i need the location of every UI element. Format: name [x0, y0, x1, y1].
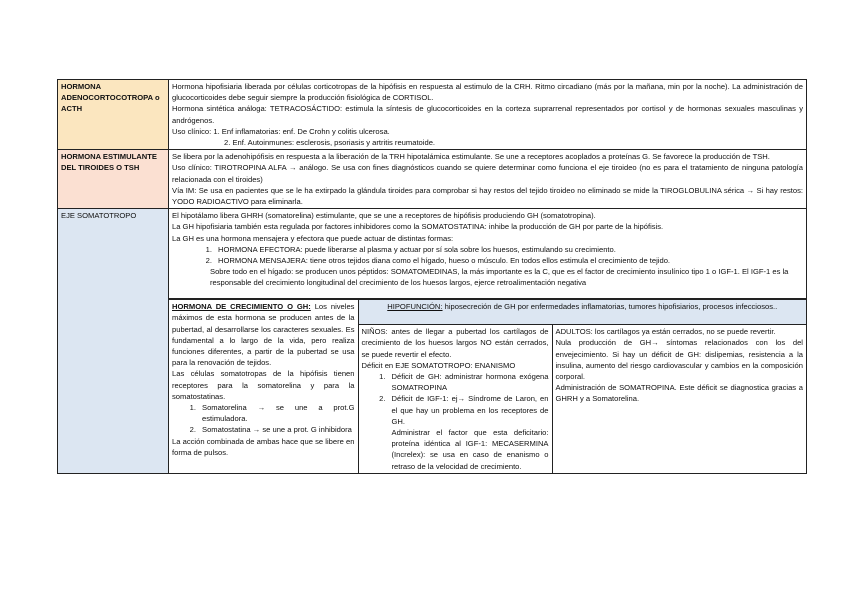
tsh-line: Uso clínico: TIROTROPINA ALFA → análogo. Se usa con fines diagnósticos cuando se quiere determinar como funciona el eje tiroideo (no es para el tratamiento de ninguna patología relacionada con el tiroides) [172, 163, 803, 184]
ninos-cell [358, 325, 552, 473]
ninos-list [372, 371, 549, 427]
ninos-para: Déficit en EJE SOMATOTROPO: ENANISMO [361, 360, 516, 370]
gh-forms-list [198, 244, 803, 266]
list-item: 1. HORMONA EFECTORA: puede liberarse al plasma y actuar por sí sola sobre los huesos, estimulando su crecimiento. [205, 244, 616, 254]
growth-para: Las células somatotropas de la hipófisis tienen receptores para la somatorelina y para la somatostatinas. [172, 369, 355, 401]
tsh-content [169, 150, 807, 209]
gh-detail-row [58, 299, 807, 474]
gh-line: La GH es una hormona mensajera y efectora que puede actuar de distintas formas: [172, 233, 454, 243]
gh-row [58, 209, 807, 299]
list-item: 2. Somatostatina → se une a prot. G inhibidora [189, 425, 352, 435]
adultos-para: Nula producción de GH→ síntomas relacionados con los del envejecimiento. Si hay un déficit de GH: dislipemias, resistencia a la insulina, aumento del riesgo cardiovascular y cambios en la composición corporal. [555, 338, 803, 382]
adultos-para: ADULTOS: los cartílagos ya están cerrados, no se puede revertir. [555, 327, 776, 337]
adultos-cell [552, 325, 806, 473]
gh-label: EJE SOMATOTROPO [58, 209, 169, 474]
gh-content [169, 209, 807, 299]
acth-label: HORMONA ADENOCORTOCOTROPA o ACTH [58, 80, 169, 150]
tsh-row [58, 150, 807, 209]
acth-line: Hormona hipofisiaria liberada por células corticotropas de la hipófisis en respuesta al estimulo de la CRH. Ritmo circadiano (más por la mañana, min por la noche). La administración de glucocorticoides debe seguir siempre la producción fisiológica de CORTISOL. [172, 82, 803, 103]
gh-detail-table [169, 299, 806, 473]
gh-line: El hipotálamo libera GHRH (somatorelina) estimulante, que se une a receptores de hipófisis produciendo GH (somatotropina). [172, 211, 596, 221]
ninos-para: NIÑOS: antes de llegar a pubertad los cartílagos de crecimiento de los huesos largos NO están cerrados, se puede revertir el efecto. [361, 327, 549, 359]
tsh-line: Vía IM: Se usa en pacientes que se le ha extirpado la glándula tiroides para comprobar si hay restos del tejido tiroideo no eliminado se mide la TIROGLOBULINA sérica → Si hay restos: YODO RADIOACTIVO para eliminarla. [172, 185, 803, 207]
growth-text: Los niveles máximos de esta hormona se producen antes de la pubertad, al desarrollarse los caracteres sexuales. Es fundamental a lo largo de la vida, pero realiza funciones diferentes, a partir de la pubertad se usa para la renovación de tejidos. [172, 302, 355, 368]
list-item: 2. HORMONA MENSAJERA: tiene otros tejidos diana como el hígado, hueso o músculo. En todos ellos estimula el crecimiento de tejido. [205, 256, 671, 266]
gh-detail-cell [169, 299, 807, 474]
growth-hormone-cell [169, 300, 358, 473]
list-item: 1. Déficit de GH: administrar hormona exógena SOMATROPINA [379, 372, 549, 393]
list-item: 1. Somatorelina → se une a prot.G estimuladora. [189, 403, 355, 424]
tsh-line: Se libera por la adenohipófisis en respuesta a la liberación de la TRH hipotalámica estimulante. Se une a receptores acoplados a proteínas G. Se favorece la producción de TSH. [172, 152, 770, 162]
hipofuncion-cell [358, 300, 806, 325]
hipo-text: hiposecreción de GH por enfermedades inflamatorias, tumores hipofisiarios, procesos infecciosos.. [442, 302, 778, 312]
gh-note: Sobre todo en el hígado: se producen unos péptidos: SOMATOMEDINAS, la más importante es la C, que es el factor de crecimiento insulínico tipo 1 o IGF-1. El IGF-1 es la responsable del crecimiento longitudinal del crecimiento de los huesos largos, ejerce retroalimentación negativa [210, 267, 789, 288]
acth-row [58, 80, 807, 150]
list-item: 2. Déficit de IGF-1: ej→ Síndrome de Laron, en el que hay un problema en los receptores de GH. [379, 394, 549, 426]
growth-para: La acción combinada de ambas hace que se libere en forma de pulsos. [172, 436, 355, 457]
hipo-title: HIPOFUNCIÓN: [387, 302, 443, 312]
hormone-table [57, 79, 807, 474]
adultos-para: Administración de SOMATROPINA. Este déficit se diagnostica gracias a GHRH y a Somatorelina. [555, 383, 803, 404]
acth-line: Uso clínico: 1. Enf inflamatorias: enf. De Crohn y colitis ulcerosa. [172, 126, 390, 136]
growth-title: HORMONA DE CRECIMIENTO O GH: [172, 302, 311, 312]
acth-line: Hormona sintética análoga: TETRACOSÁCTIDO: estimula la síntesis de glucocorticoides en la corteza suprarrenal representados por cortisol y de hormonas sexuales masculinas y andrógenos. [172, 104, 803, 125]
growth-list [182, 402, 355, 436]
acth-content [169, 80, 807, 150]
acth-line: 2. Enf. Autoinmunes: esclerosis, psoriasis y artritis reumatoide. [224, 138, 436, 148]
tsh-label: HORMONA ESTIMULANTE DEL TIROIDES O TSH [58, 150, 169, 209]
ninos-para: Administrar el factor que esta deficitario: proteína idéntica al IGF-1: MECASERMINA (Increlex): se usa en caso de enanismo o retraso de la velocidad de crecimiento. [391, 428, 549, 471]
gh-line: La GH hipofisiaria también esta regulada por factores inhibidores como la SOMATOSTATINA: inhibe la producción de GH por parte de la hipófisis. [172, 222, 664, 232]
